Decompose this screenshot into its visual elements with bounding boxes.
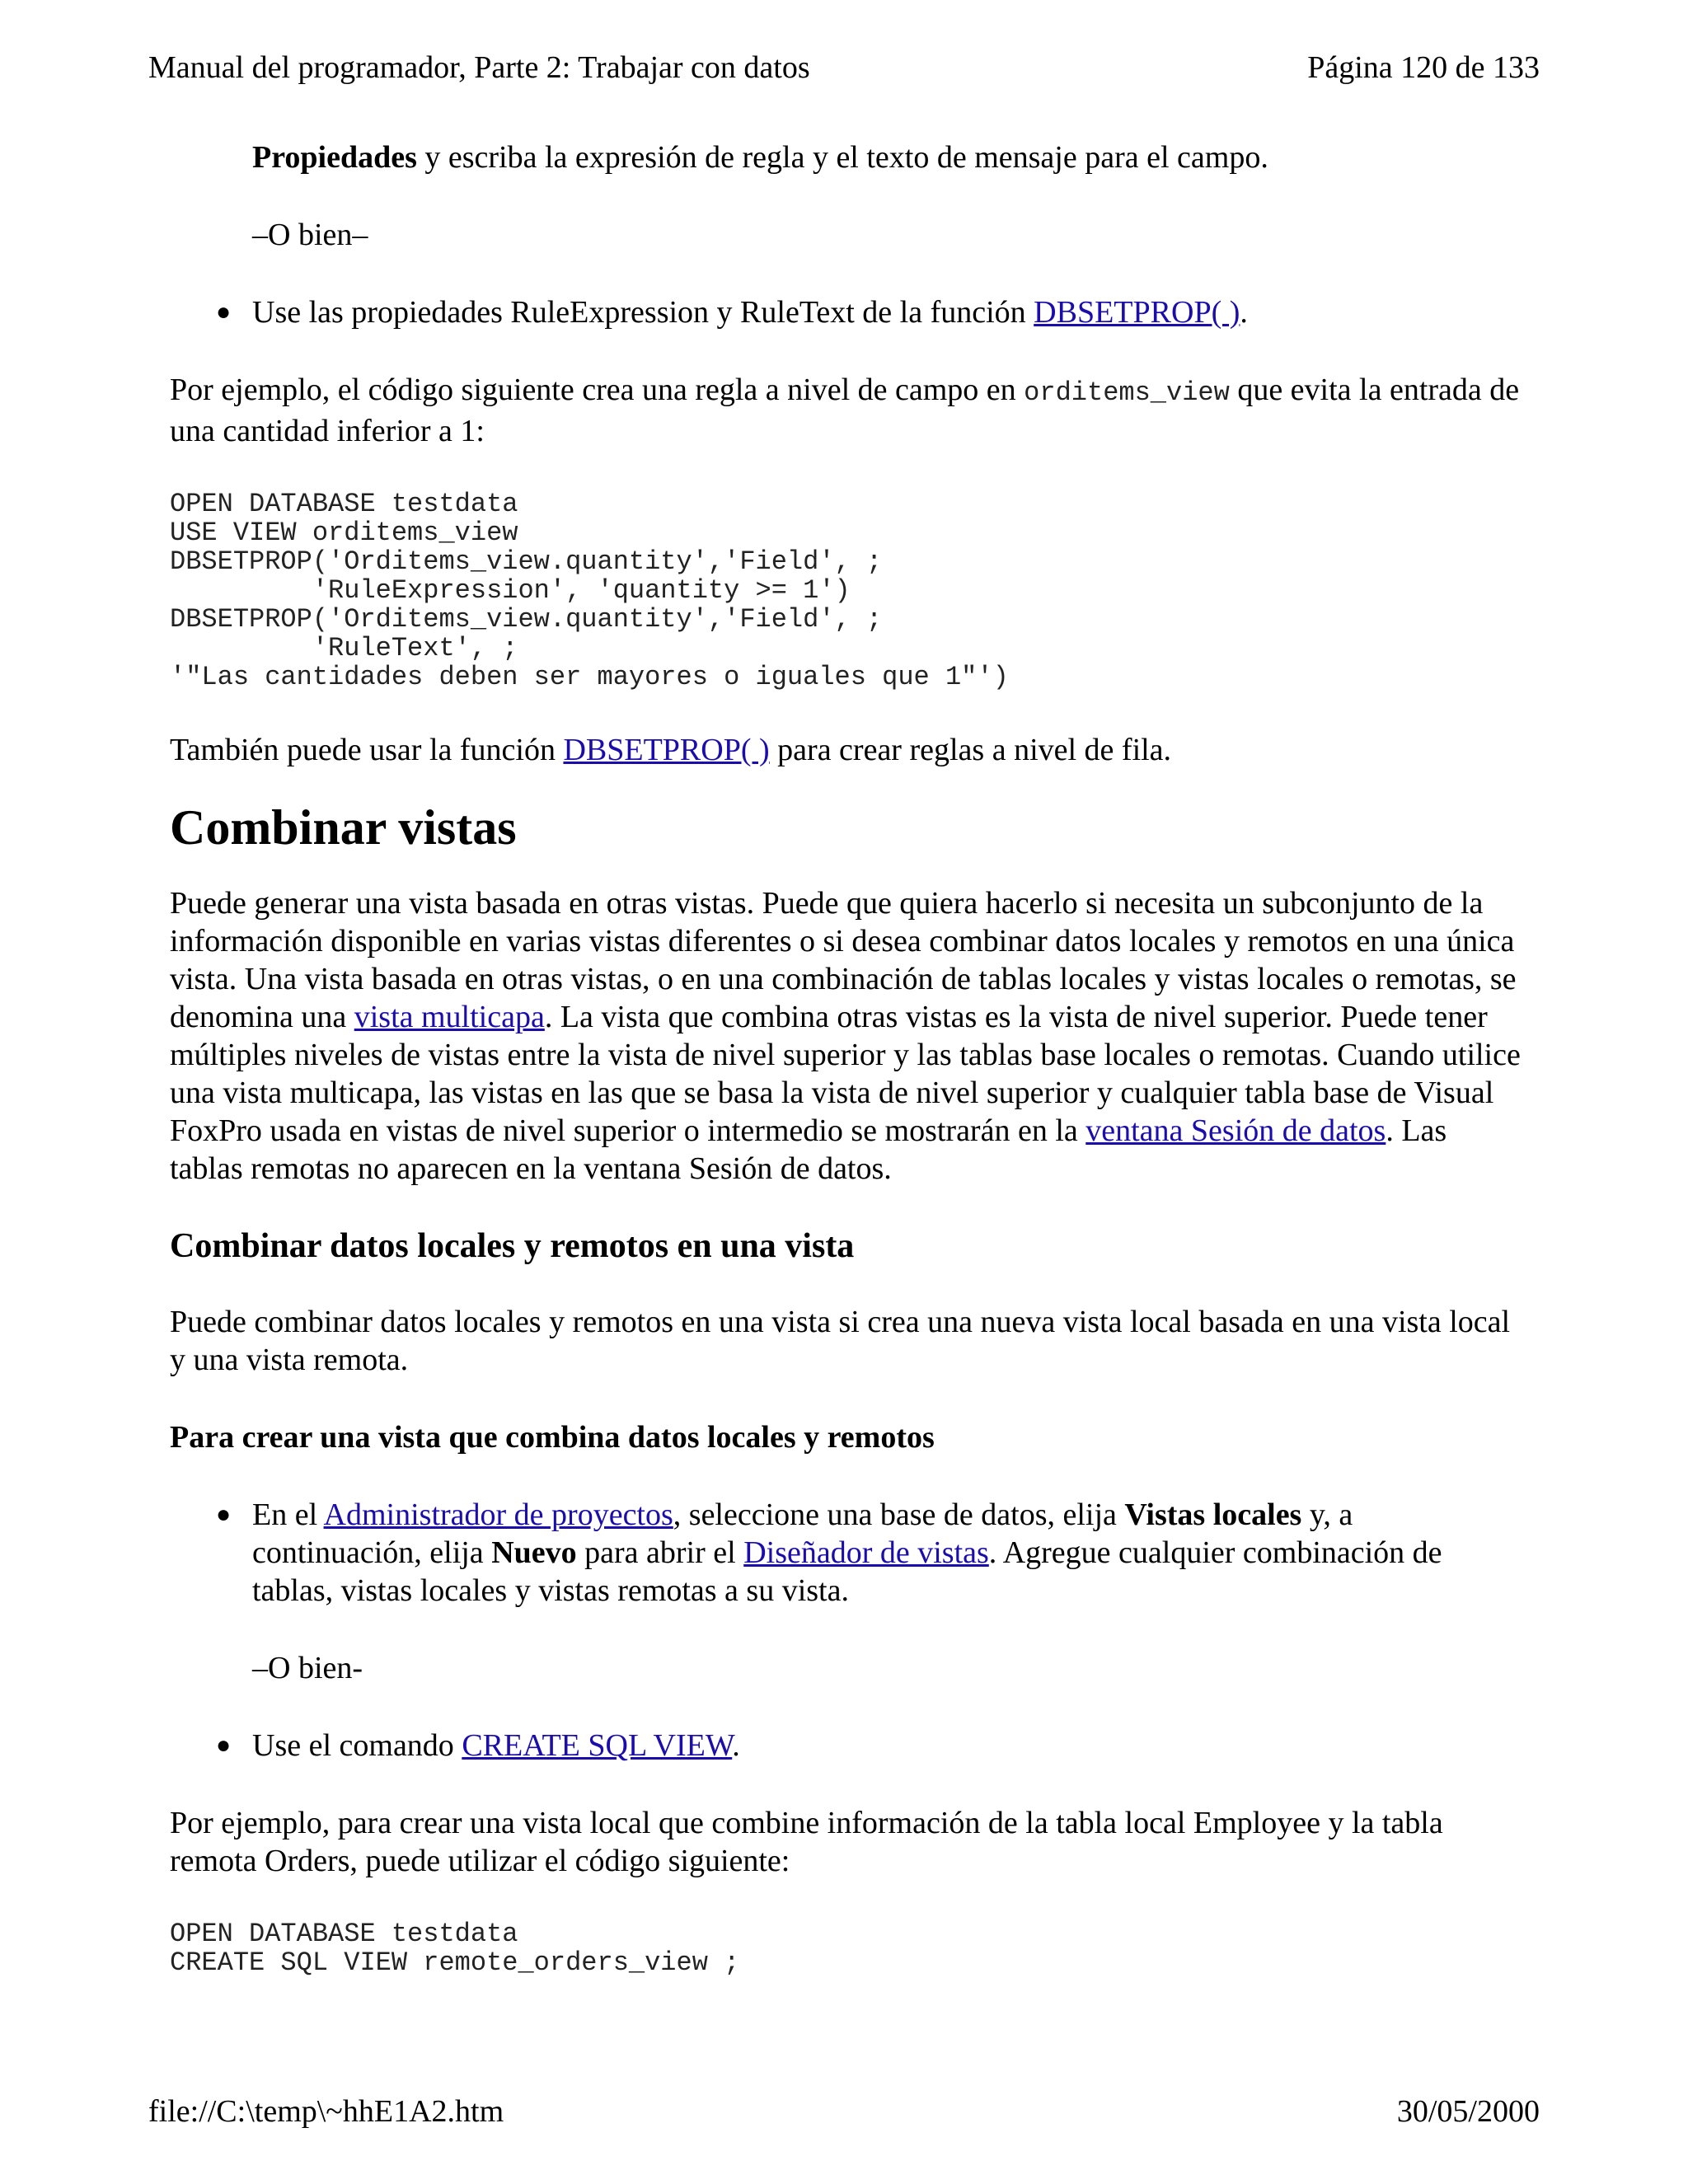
text: , seleccione una base de datos, elija [673, 1497, 1125, 1532]
paragraph-example [170, 371, 1522, 450]
dbsetprop-link[interactable]: DBSETPROP( ) [1034, 295, 1240, 330]
bold-text: Vistas locales [1124, 1497, 1302, 1532]
bullet-icon: ● [216, 1501, 232, 1528]
document-body [170, 138, 1522, 1977]
code-block: OPEN DATABASE testdata CREATE SQL VIEW remote_orders_view ; [170, 1919, 740, 1978]
text: y, a continuación, elija [252, 1497, 1353, 1570]
text: . Las tablas remotas no aparecen en la ventana Sesión de datos. [170, 1113, 1447, 1186]
or-separator: –O bien– [252, 218, 368, 252]
page-footer-url: file://C:\temp\~hhE1A2.htm [148, 2094, 504, 2129]
bold-propiedades: Propiedades [252, 140, 417, 175]
list-item [170, 293, 1522, 331]
paragraph-row-rules [170, 731, 1522, 769]
text: . Agregue cualquier combinación de tablas, vistas locales y vistas remotas a su vista. [252, 1535, 1442, 1608]
vista-multicapa-link[interactable]: vista multicapa [354, 1000, 545, 1034]
or-separator: –O bien- [252, 1651, 363, 1685]
create-sql-view-link[interactable]: CREATE SQL VIEW [462, 1728, 733, 1763]
page-header-title: Manual del programador, Parte 2: Trabajar con datos [148, 50, 810, 85]
procedure-heading: Para crear una vista que combina datos locales y remotos [170, 1420, 935, 1455]
text: Use el comando [252, 1728, 462, 1763]
text: . [732, 1728, 740, 1763]
text: Por ejemplo, el código siguiente crea una regla a nivel de campo en [170, 373, 1025, 407]
paragraph-combine-data: Puede combinar datos locales y remotos en una vista si crea una nueva vista local basada en una vista local y una vista remota. [170, 1305, 1511, 1377]
disenador-vistas-link[interactable]: Diseñador de vistas [743, 1535, 989, 1570]
text: Puede generar una vista basada en otras vistas. Puede que quiera hacerlo si necesita un subconjunto de la información disponible en varias vistas diferentes o si desea combinar datos locales y remotos en una única vista. Una vista basada en otras vistas, o en una combinación de tablas locales y vistas locales o remotas, se denomina una [170, 886, 1517, 1034]
paragraph-combine-views [170, 884, 1522, 1188]
text: para crear reglas a nivel de fila. [769, 733, 1172, 767]
list-item [170, 1496, 1522, 1610]
list-item [170, 1727, 1522, 1765]
administrador-proyectos-link[interactable]: Administrador de proyectos [323, 1497, 673, 1532]
text: . [1240, 295, 1248, 330]
dbsetprop-link[interactable]: DBSETPROP( ) [563, 733, 770, 767]
bold-text: Nuevo [491, 1535, 577, 1570]
ventana-sesion-datos-link[interactable]: ventana Sesión de datos [1085, 1113, 1386, 1148]
inline-code: orditems_view [1024, 377, 1230, 408]
text: En el [252, 1497, 324, 1532]
code-block: OPEN DATABASE testdata USE VIEW orditems_view DBSETPROP('Orditems_view.quantity','Field', ; 'RuleExpression', 'quantity >= 1') DBSETPROP('Orditems_view.quantity','Field', ; 'RuleText', ; '"Las cantidades deben ser mayores o iguales que 1"') [170, 489, 1009, 692]
text: . La vista que combina otras vistas es la vista de nivel superior. Puede tener múltiples niveles de vistas entre la vista de nivel superior y las tablas base locales o remotas. Cuando utilice una vista multicapa, las vistas en las que se basa la vista de nivel superior y cualquier tabla base de Visual FoxPro usada en vistas de nivel superior o intermedio se mostrarán en la [170, 1000, 1521, 1148]
text: y escriba la expresión de regla y el texto de mensaje para el campo. [416, 140, 1268, 175]
page-number: Página 120 de 133 [1307, 50, 1540, 85]
text: Use las propiedades RuleExpression y RuleText de la función [252, 295, 1034, 330]
text: que evita la entrada de una cantidad inferior a 1: [170, 373, 1520, 448]
paragraph-properties [170, 138, 1522, 176]
section-heading: Combinar vistas [170, 800, 517, 855]
paragraph-example-2: Por ejemplo, para crear una vista local que combine información de la tabla local Employee y la tabla remota Orders, puede utilizar el código siguiente: [170, 1806, 1443, 1878]
text: para abrir el [576, 1535, 744, 1570]
bullet-icon: ● [216, 298, 232, 326]
page-footer-date: 30/05/2000 [1396, 2094, 1540, 2129]
text: También puede usar la función [170, 733, 564, 767]
bullet-icon: ● [216, 1732, 232, 1759]
subsection-heading: Combinar datos locales y remotos en una vista [170, 1227, 855, 1265]
